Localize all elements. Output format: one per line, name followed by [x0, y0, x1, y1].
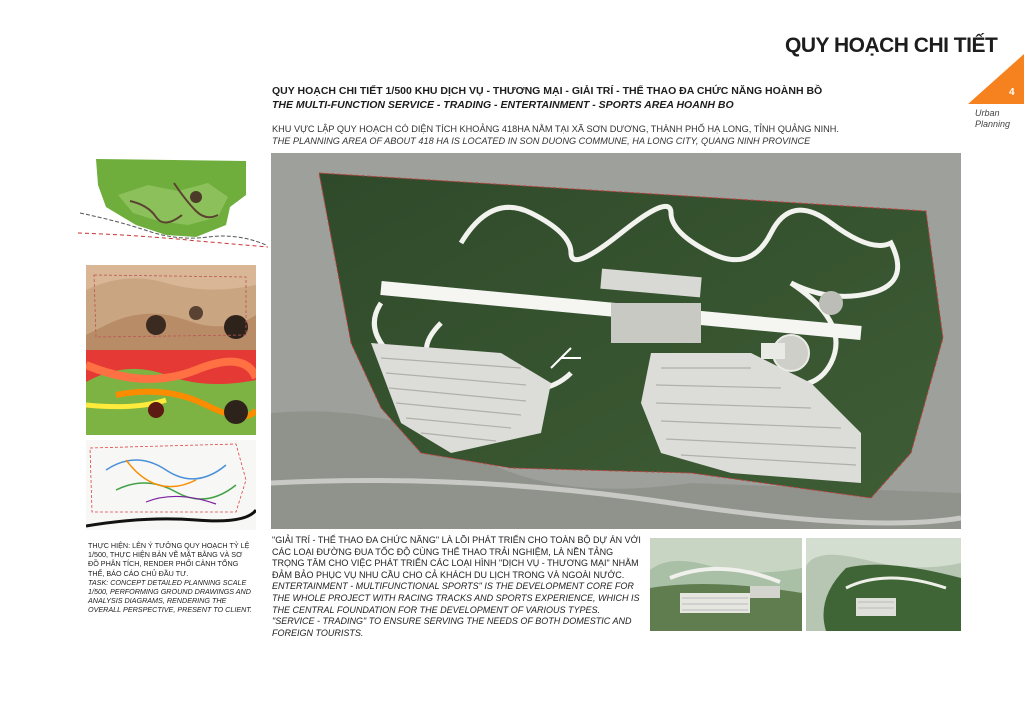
perspective-render-2: [806, 538, 961, 631]
page-number: 4: [1009, 87, 1015, 98]
concept-text-en: ENTERTAINMENT - MULTIFUNCTIONAL SPORTS" IS THE DEVELOPMENT CORE FOR THE WHOLE PROJECT WITH RACING TRACKS AND SPORTS EXPERIENCE, WHICH IS THE CENTRAL FOUNDATION FOR THE DEVELOPMENT OF VARIOUS TYPES. "SERVICE - TRADING" TO ENSURE SERVING THE NEEDS OF BOTH DOMESTIC AND FOREIGN TOURISTS.: [272, 581, 640, 638]
site-location-map: [78, 155, 268, 250]
concept-description: [272, 535, 642, 639]
task-text-en: TASK: CONCEPT DETAILED PLANNING SCALE 1/500, PERFORMING GROUND DRAWINGS AND ANALYSIS DIAGRAMS, RENDERING THE OVERALL PERSPECTIVE, PRESENT TO CLIENT.: [88, 577, 253, 615]
concept-text-vi: "GIẢI TRÍ - THỂ THAO ĐA CHỨC NĂNG" LÀ LÕI PHÁT TRIỂN CHO TOÀN BỘ DỰ ÁN VỚI CÁC LOẠI ĐƯỜNG ĐUA TỐC ĐỘ CÙNG THỂ THAO TRẢI NGHIỆM, LÀ NỀN TẢNG TRỌNG TÂM CHO VIỆC PHÁT TRIỂN CÁC LOẠI HÌNH "DỊCH VỤ - THƯƠNG MẠI" NHẰM ĐẢM BẢO PHỤC VỤ NHU CẦU CHO CẢ KHÁCH DU LỊCH TRONG VÀ NGOÀI NƯỚC.: [272, 535, 641, 580]
master-plan-image: [271, 153, 961, 529]
project-title-en: THE MULTI-FUNCTION SERVICE - TRADING - ENTERTAINMENT - SPORTS AREA HOANH BO: [272, 99, 734, 111]
page-badge: [968, 54, 1024, 104]
task-description: [88, 541, 254, 615]
area-description-vi: KHU VỰC LẬP QUY HOẠCH CÓ DIỆN TÍCH KHOẢNG 418HA NẰM TẠI XÃ SƠN DƯƠNG, THÀNH PHỐ HẠ LONG, TỈNH QUẢNG NINH.: [272, 124, 839, 134]
area-description-en: THE PLANNING AREA OF ABOUT 418 HA IS LOCATED IN SON DUONG COMMUNE, HA LONG CITY, QUANG NINH PROVINCE: [272, 136, 811, 146]
slope-analysis-map: [86, 265, 256, 350]
task-text-vi: THỰC HIỆN: LÊN Ý TƯỞNG QUY HOẠCH TỶ LỆ 1/500, THỰC HIỆN BẢN VẼ MẶT BẰNG VÀ SƠ ĐỒ PHÂN TÍCH, RENDER PHỐI CẢNH TỔNG THỂ, BÁO CÁO CHỦ ĐẦU TƯ.: [88, 541, 250, 578]
section-label: Urban Planning: [975, 108, 1011, 129]
project-title-vi: QUY HOẠCH CHI TIẾT 1/500 KHU DỊCH VỤ - THƯƠNG MẠI - GIẢI TRÍ - THỂ THAO ĐA CHỨC NĂNG HOÀNH BỒ: [272, 85, 823, 97]
perspective-render-1: [650, 538, 802, 631]
circulation-diagram: [86, 440, 256, 530]
page-title: QUY HOẠCH CHI TIẾT: [785, 34, 998, 57]
elevation-analysis-map: [86, 350, 256, 435]
